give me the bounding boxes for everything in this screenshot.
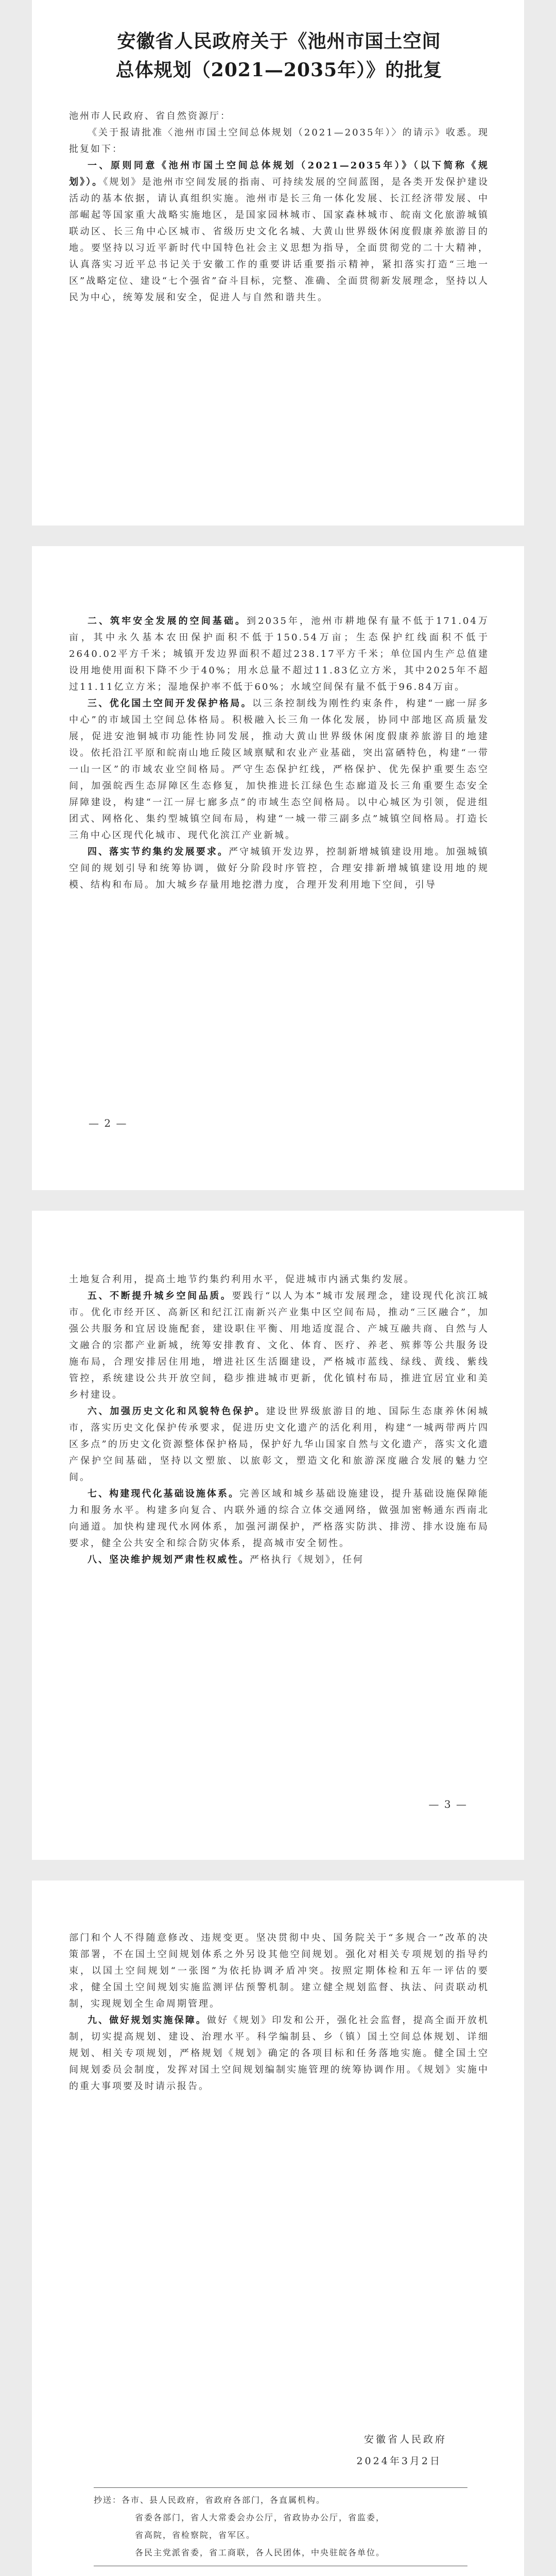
section-8-continuation: 部门和个人不得随意修改、违规变更。坚决贯彻中央、国务院关于“多规合一”改革的决策部署，不在国土空间规划体系之外另设其他空间规划。强化对相关专项规划的指导约束，以国土空间规划“一张图”为依托协调矛盾冲突。按照定期体检和五年一评估的要求，健全国土空间规划实施监测评估预警机制。建立健全规划监督、执法、问责联动机制，实现规划全生命周期管理。 (69, 1933, 489, 2009)
title-line-2: 总体规划（2021—2035年）》的批复 (115, 59, 443, 81)
page-number-3: — 3 — (428, 1798, 467, 1810)
cc-row-1 (94, 2492, 467, 2509)
section-8-heading: 八、坚决维护规划严肃性权威性。 (88, 1554, 250, 1565)
section-3-heading: 三、优化国土空间开发保护格局。 (88, 698, 252, 709)
title-line-1: 安徽省人民政府关于《池州市国土空间 (117, 30, 441, 52)
cc-line: 省委各部门，省人大常委会办公厅，省政协办公厅，省监委， (135, 2513, 386, 2522)
section-5-body: 要践行“以人为本”城市发展理念，建设现代化滨江城市。优化市经开区、高新区和纪江江南新兴产业集中区空间布局，推动“三区融合”，加强公共服务和宜居设施配套，建设职住平衡、用地适度混合、产城互融共商、自然与人文融合的宗都产业新城，统筹安排教育、文化、体育、医疗、养老、殡葬等公共服务设施布局，合理安排居住用地，增进社区生活圈建设，严格城市蓝线、绿线、黄线、紫线管控，系统建设公共开放空间，稳步推进城市更新，优化镇村布局，推进宜居宜业和美乡村建设。 (69, 1291, 489, 1400)
cc-block (94, 2492, 467, 2562)
section-4-continuation: 土地复合利用，提高土地节约集约利用水平，促进城市内涵式集约发展。 (69, 1274, 415, 1285)
cc-row-3 (94, 2527, 467, 2544)
signing-authority: 安徽省人民政府 (363, 2434, 447, 2445)
section-6-paragraph (69, 1403, 489, 1486)
document-page-4 (32, 1880, 524, 2576)
section-5-heading: 五、不断提升城乡空间品质。 (88, 1291, 232, 1301)
section-6-heading: 六、加强历史文化和风貌特色保护。 (88, 1406, 266, 1417)
intro-paragraph: 《关于报请批准〈池州市国土空间总体规划（2021—2035年）〉的请示》收悉。现批复如下： (69, 127, 489, 155)
section-9-body: 做好《规划》印发和公开，强化社会监督，提高全面开放机制，切实提高规划、建设、治理水平。科学编制县、乡（镇）国土空间总体规划、详细规划、相关专项规划，严格规划《规划》确定的各项目标和任务落地实施。健全国土空间规划委员会制度，发挥对国土空间规划编制实施管理的统筹协调作用。《规划》实施中的重大事项要及时请示报告。 (69, 2015, 490, 2092)
section-2-heading: 二、筑牢安全发展的空间基础。 (88, 616, 247, 626)
signing-date: 2024年3月2日 (356, 2455, 442, 2467)
section-4-body: 严守城镇开发边界，控制新增城镇建设用地。加强城镇空间的规划引导和统筹协调，做好分阶段时序管控，合理安排新增城镇建设用地的规模、结构和布局。加大城乡存量用地挖潜力度，合理开发利用地下空间，引导 (69, 846, 490, 890)
section-1-paragraph (69, 158, 489, 306)
cc-top-rule (94, 2487, 467, 2488)
section-2-body: 到2035年，池州市耕地保有量不低于171.04万亩，其中永久基本农田保护面积不低于150.54万亩；生态保护红线面积不低于2640.02平方千米；城镇开发边界面积不超过238.17平方千米；单位国内生产总值建设用地使用面积下降不少于40%；用水总量不超过11.83亿立方米，其中2025年不超过11.11亿立方米；湿地保护率不低于60%；水域空间保有量不低于96.84万亩。 (69, 616, 489, 692)
section-4-paragraph (69, 844, 489, 893)
document-page-1 (32, 0, 524, 526)
section-3-paragraph (69, 696, 489, 844)
cc-line: 各市、县人民政府，省政府各部门，各直属机构。 (121, 2495, 326, 2505)
cc-line: 各民主党派省委，省工商联，各人民团体，中央驻皖各单位。 (135, 2548, 386, 2557)
section-8-body: 严格执行《规划》，任何 (250, 1554, 364, 1565)
document-title (69, 0, 489, 84)
section-9-heading: 九、做好规划实施保障。 (88, 2015, 207, 2026)
section-4-heading: 四、落实节约集约发展要求。 (88, 846, 229, 857)
section-2-paragraph (69, 613, 489, 696)
section-3-body: 以三条控制线为刚性约束条件，构建“一廊一屏多中心”的市域国土空间总体格局。积极融入长三角一体化发展，协同中部地区高质量发展，促进安池铜城市功能性协同发展，推动大黄山世界级休闲度假康养旅游目的地建设。依托沿江平原和皖南山地丘陵区域禀赋和农业产业基础，突出富硒特色，构建“一带一山一区”的市域农业空间格局。严守生态保护红线，严格保护、优先保护重要生态空间，加强皖西生态屏障区生态修复，加快推进长江绿色生态廊道及长三角重要生态安全屏障建设，构建“一江一屏七廊多点”的市域生态空间格局。以中心城区为引领，促进组团式、网格化、集约型城镇空间布局，构建“一城一带三副多点”城镇空间格局。打造长三角中心区现代化城市、现代化滨江产业新城。 (69, 698, 490, 841)
section-1-body: 《规划》是池州市空间发展的指南、可持续发展的空间蓝图，是各类开发保护建设活动的基本依据，请认真组织实施。池州市是长三角一体化发展、长江经济带发展、中部崛起等国家重大战略实施地区，是国家园林城市、国家森林城市、皖南文化旅游城镇联动区、长三角中心区城市、省级历史文化名城、大黄山世界级休闲度假康养旅游目的地。要坚持以习近平新时代中国特色社会主义思想为指导，全面贯彻党的二十大精神，认真落实习近平总书记关于安徽工作的重要讲话重要指示精神，紧扣落实打造“三地一区”战略定位、建设“七个强省”奋斗目标，完整、准确、全面贯彻新发展理念，坚持以人民为中心，统筹发展和安全，促进人与自然和谐共生。 (69, 177, 490, 303)
section-7-body: 完善区域和城乡基础设施建设，提升基础设施保障能力和服务水平。构建多向复合、内联外通的综合立体交通网络，做强加密畅通东西南北向通道。加快构建现代水网体系，加强河湖保护，严格落实防洪、排涝、排水设施布局要求，健全公共安全和综合防灾体系，提高城市安全韧性。 (69, 1488, 490, 1549)
document-page-2 (32, 546, 524, 1190)
section-5-paragraph (69, 1288, 489, 1403)
cc-line: 省高院，省检察院，省军区。 (135, 2530, 256, 2540)
cc-row-2 (94, 2509, 467, 2527)
section-8-paragraph (69, 1552, 489, 1568)
cc-label: 抄送： (94, 2495, 122, 2505)
cc-row-4 (94, 2544, 467, 2562)
section-6-body: 建设世界级旅游目的地、国际生态康养休闲城市，落实历史文化保护传承要求，促进历史文化遗产的活化利用，构建“一城两带两片四区多点”的历史文化资源整体保护格局，保护好九华山国家自然与文化遗产，落实文化遗产保护空间基础，坚持以文塑旅、以旅彰文，塑造文化和旅游深度融合发展的魅力空间。 (69, 1406, 490, 1483)
page-number-2: — 2 — (89, 1117, 128, 1129)
section-7-heading: 七、构建现代化基础设施体系。 (88, 1488, 240, 1499)
document-page-3 (32, 1211, 524, 1860)
section-7-paragraph (69, 1486, 489, 1552)
section-1-heading: 一、原则同意《池州市国土空间总体规划（2021—2035年）》（以下简称《规划》）。 (69, 160, 489, 188)
salutation: 池州市人民政府、省自然资源厅： (69, 111, 231, 122)
section-9-paragraph (69, 2012, 489, 2095)
